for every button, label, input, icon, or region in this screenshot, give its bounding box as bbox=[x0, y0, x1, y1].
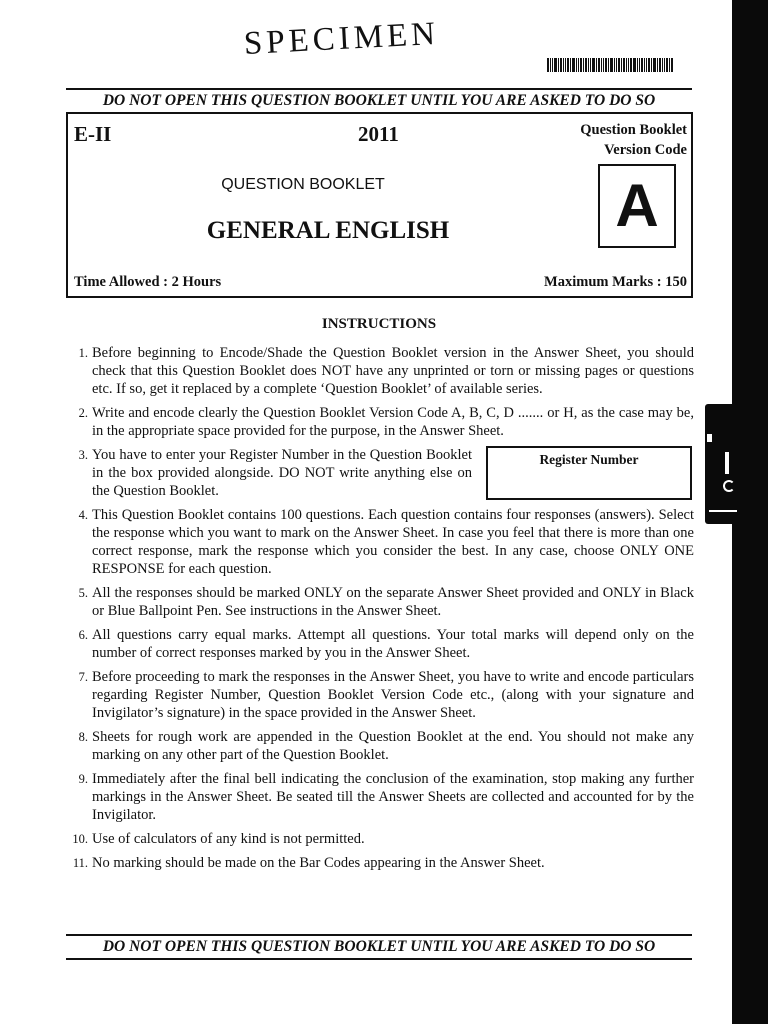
instruction-number: 9. bbox=[78, 772, 88, 786]
subject-title: GENERAL ENGLISH bbox=[206, 217, 450, 244]
instruction-number: 2. bbox=[78, 406, 88, 420]
instruction-item bbox=[66, 626, 694, 662]
version-code-box bbox=[598, 164, 676, 248]
instruction-number: 10. bbox=[72, 832, 88, 846]
register-row bbox=[92, 446, 694, 500]
instruction-text: You have to enter your Register Number in the Question Booklet in the box provided alongside. DO NOT write anything else on the Question Booklet. bbox=[92, 447, 472, 499]
version-label-line1: Question Booklet bbox=[580, 122, 687, 138]
maximum-marks: Maximum Marks : 150 bbox=[544, 274, 687, 290]
instruction-text: Use of calculators of any kind is not permitted. bbox=[92, 831, 365, 847]
instruction-text: Before beginning to Encode/Shade the Question Booklet version in the Answer Sheet, you should check that this Question Booklet does NOT have any unprinted or torn or missing pages or questions etc. If so, get it replaced by a complete ‘Question Booklet’ of available series. bbox=[92, 345, 694, 397]
instruction-text: Sheets for rough work are appended in the Question Booklet at the end. You should not make any marking on any other part of the Question Booklet. bbox=[92, 729, 694, 763]
tab-mark bbox=[723, 480, 735, 492]
booklet-header bbox=[66, 112, 693, 298]
register-number-box[interactable] bbox=[486, 446, 692, 500]
tab-mark bbox=[709, 510, 737, 512]
register-number-label: Register Number bbox=[539, 452, 639, 467]
booklet-title: QUESTION BOOKLET bbox=[221, 176, 385, 193]
instruction-number: 8. bbox=[78, 730, 88, 744]
instruction-item bbox=[66, 446, 694, 500]
version-label-line2: Version Code bbox=[604, 142, 687, 158]
specimen-stamp: SPECIMEN bbox=[243, 15, 440, 62]
instruction-text: Before proceeding to mark the responses in the Answer Sheet, you have to write and encode particulars regarding Register Number, Question Booklet Version Code etc., (along with your signature and Invigilator’s signature) in the space provided in the Answer Sheet. bbox=[92, 669, 694, 721]
time-allowed: Time Allowed : 2 Hours bbox=[74, 274, 222, 290]
instruction-item bbox=[66, 584, 694, 620]
instruction-number: 1. bbox=[78, 346, 88, 360]
version-code-letter: A bbox=[615, 172, 659, 239]
instruction-number: 11. bbox=[72, 856, 88, 870]
instruction-item bbox=[66, 770, 694, 824]
warning-strip-top bbox=[66, 88, 692, 114]
instruction-text: All the responses should be marked ONLY on the separate Answer Sheet provided and ONLY in Black or Blue Ballpoint Pen. See instructions in the Answer Sheet. bbox=[92, 585, 694, 619]
instruction-number: 4. bbox=[78, 508, 88, 522]
instruction-item bbox=[66, 854, 694, 872]
warning-strip-bottom bbox=[66, 934, 692, 960]
instruction-item bbox=[66, 830, 694, 848]
version-code-label bbox=[580, 120, 687, 160]
paper-code: E-II bbox=[74, 122, 112, 146]
barcode-icon bbox=[547, 58, 693, 72]
instruction-number: 6. bbox=[78, 628, 88, 642]
instruction-number: 7. bbox=[78, 670, 88, 684]
tab-mark bbox=[707, 434, 712, 442]
instruction-text: This Question Booklet contains 100 questions. Each question contains four responses (answers). Select the response which you want to mark on the Answer Sheet. In case you feel that there is more than one correct response, mark the response which you consider the best. In any case, choose ONLY ONE RESPONSE for each question. bbox=[92, 507, 694, 577]
instruction-number: 5. bbox=[78, 586, 88, 600]
instruction-item bbox=[66, 344, 694, 398]
instructions-list bbox=[66, 344, 694, 878]
side-index-tab bbox=[705, 404, 741, 524]
instruction-text: Write and encode clearly the Question Booklet Version Code A, B, C, D ....... or H, as the case may be, in the appropriate space provided for the purpose, in the Answer Sheet. bbox=[92, 405, 694, 439]
tab-mark bbox=[725, 452, 729, 474]
instruction-item bbox=[66, 506, 694, 578]
instruction-item bbox=[66, 668, 694, 722]
instruction-number: 3. bbox=[78, 448, 88, 462]
instruction-text: All questions carry equal marks. Attempt all questions. Your total marks will depend only on the number of correct responses marked by you in the Answer Sheet. bbox=[92, 627, 694, 661]
exam-year: 2011 bbox=[358, 122, 399, 146]
instructions-heading: INSTRUCTIONS bbox=[321, 316, 437, 332]
instruction-text: Immediately after the final bell indicating the conclusion of the examination, stop making any further markings in the Answer Sheet. Be seated till the Answer Sheets are collected and accounted for by the Invigilator. bbox=[92, 771, 694, 823]
warning-text-top: DO NOT OPEN THIS QUESTION BOOKLET UNTIL YOU ARE ASKED TO DO SO bbox=[102, 92, 656, 109]
instruction-item bbox=[66, 728, 694, 764]
instruction-item bbox=[66, 404, 694, 440]
instruction-text: No marking should be made on the Bar Codes appearing in the Answer Sheet. bbox=[92, 855, 545, 871]
warning-text-bottom: DO NOT OPEN THIS QUESTION BOOKLET UNTIL YOU ARE ASKED TO DO SO bbox=[102, 938, 656, 955]
